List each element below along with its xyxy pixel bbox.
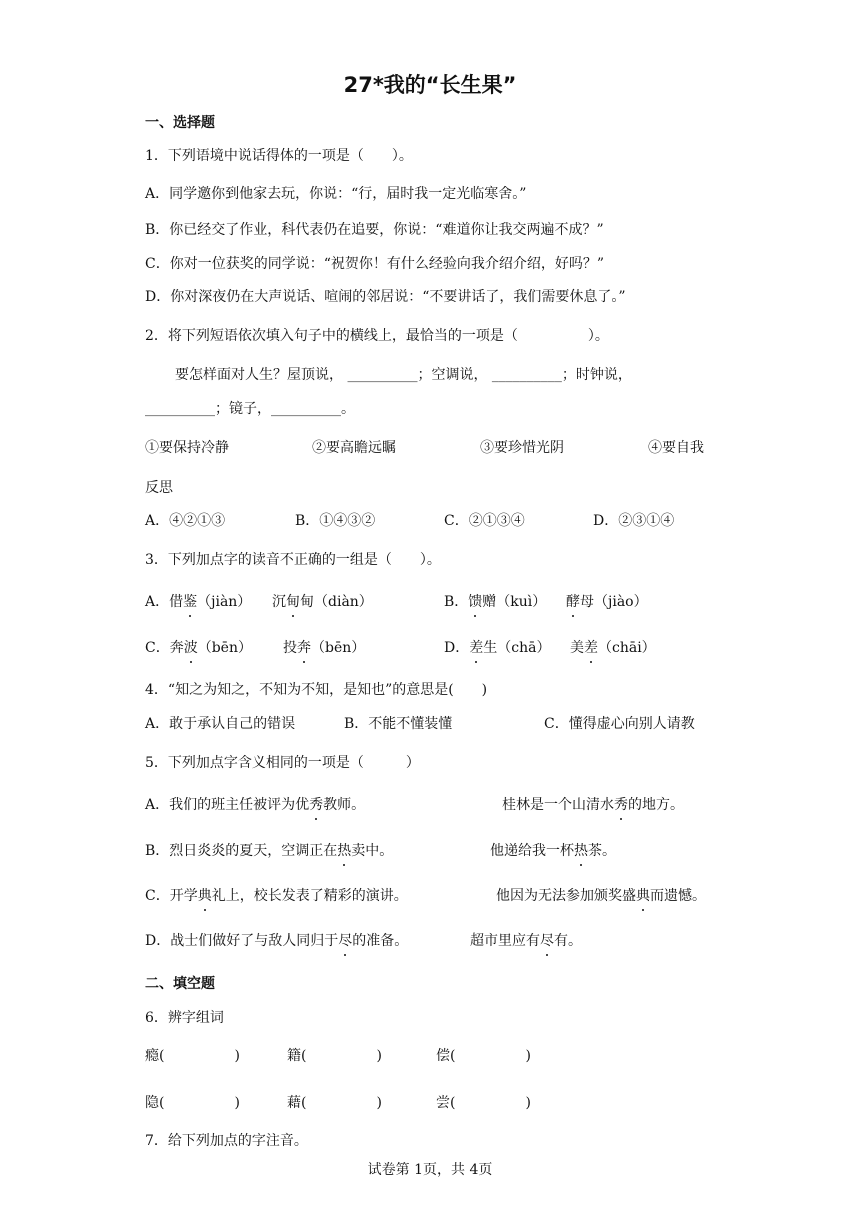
dotted-char: 差 (584, 640, 598, 656)
question-5-option-d-2: 超市里应有尽有。 (470, 933, 582, 949)
question-6-item-5: 藉( ) (287, 1095, 382, 1111)
question-3-option-b-1: B．馈赠（kuì） (444, 594, 547, 610)
question-4-option-b: B．不能不懂装懂 (344, 716, 453, 732)
page-title: 27*我的“长生果” (343, 73, 517, 97)
question-2-phrase-4-cont: 反思 (145, 480, 173, 496)
section-heading-choice: 一、选择题 (145, 115, 215, 131)
question-2-stem: 2．将下列短语依次填入句子中的横线上，最恰当的一项是（ ）。 (145, 328, 609, 344)
question-6-item-3: 偿( ) (436, 1048, 531, 1064)
question-5-option-a-1: A．我们的班主任被评为优秀教师。 (145, 797, 366, 813)
dotted-char: 热 (574, 843, 588, 859)
dotted-char: 典 (197, 888, 212, 904)
question-3-option-c-2: 投奔（bēn） (283, 640, 366, 656)
dotted-char: 热 (337, 843, 352, 859)
question-6-item-4: 隐( ) (145, 1095, 240, 1111)
question-1-option-a: A．同学邀你到他家去玩，你说：“行，届时我一定光临寒舍。” (145, 186, 527, 202)
dotted-char: 尽 (540, 933, 554, 949)
question-2-option-c: C．②①③④ (444, 513, 525, 529)
question-3-option-a-2: 沉甸甸（diàn） (272, 594, 373, 610)
question-2-phrase-3: ③要珍惜光阴 (480, 440, 564, 456)
question-5-option-b-2: 他递给我一杯热茶。 (490, 843, 616, 859)
question-5-option-a-2: 桂林是一个山清水秀的地方。 (502, 797, 684, 813)
question-4-option-a: A．敢于承认自己的错误 (145, 716, 296, 732)
question-2-sentence-line-2: __________；镜子，__________。 (145, 401, 355, 417)
question-4-stem: 4．“知之为知之，不知为不知，是知也”的意思是( ) (145, 682, 488, 698)
question-5-stem: 5．下列加点字含义相同的一项是（ ） (145, 755, 420, 771)
question-2-option-a: A．④②①③ (145, 513, 226, 529)
question-2-phrase-1: ①要保持冷静 (145, 440, 229, 456)
dotted-char: 奔 (297, 640, 311, 656)
question-3-option-c-1: C．奔波（bēn） (145, 640, 252, 656)
question-2-phrase-4: ④要自我 (648, 440, 704, 456)
dotted-char: 典 (636, 888, 650, 904)
question-2-phrase-2: ②要高瞻远瞩 (312, 440, 396, 456)
question-6-item-2: 籍( ) (287, 1048, 382, 1064)
question-7-stem: 7．给下列加点的字注音。 (145, 1133, 308, 1149)
dotted-char: 酵 (566, 594, 580, 610)
page-footer: 试卷第 1页，共 4页 (367, 1162, 493, 1178)
dotted-char: 甸 (286, 594, 300, 610)
question-5-option-c-2: 他因为无法参加颁奖盛典而遗憾。 (496, 888, 706, 904)
question-1-option-c: C．你对一位获奖的同学说：“祝贺你！有什么经验向我介绍介绍，好吗？” (145, 256, 605, 272)
question-5-option-b-1: B．烈日炎炎的夏天，空调正在热卖中。 (145, 843, 394, 859)
question-5-option-d-1: D．战士们做好了与敌人同归于尽的准备。 (145, 933, 409, 949)
question-1-stem: 1．下列语境中说话得体的一项是（ ）。 (145, 148, 413, 164)
question-2-option-b: B．①④③② (295, 513, 376, 529)
dotted-char: 鉴 (183, 594, 198, 610)
dotted-char: 尽 (338, 933, 353, 949)
question-3-option-d-2: 美差（chāi） (570, 640, 656, 656)
dotted-char: 馈 (468, 594, 483, 610)
question-5-option-c-1: C．开学典礼上，校长发表了精彩的演讲。 (145, 888, 408, 904)
question-3-option-d-1: D．差生（chā） (444, 640, 551, 656)
question-1-option-d: D．你对深夜仍在大声说话、喧闹的邻居说：“不要讲话了，我们需要休息了。” (145, 289, 626, 305)
question-6-item-6: 尝( ) (436, 1095, 531, 1111)
question-6-item-1: 瘾( ) (145, 1048, 240, 1064)
question-1-option-b: B．你已经交了作业，科代表仍在追要，你说：“难道你让我交两遍不成？” (145, 222, 604, 238)
question-4-option-c: C．懂得虚心向别人请教 (544, 716, 695, 732)
question-3-stem: 3．下列加点字的读音不正确的一组是（ ）。 (145, 552, 441, 568)
question-2-option-d: D．②③①④ (593, 513, 675, 529)
question-2-sentence-line-1: 要怎样面对人生？屋顶说， __________；空调说， __________；时钟说， (175, 367, 632, 383)
dotted-char: 秀 (309, 797, 324, 813)
dotted-char: 秀 (614, 797, 628, 813)
section-heading-fill: 二、填空题 (145, 976, 215, 992)
question-6-stem: 6．辨字组词 (145, 1010, 224, 1026)
question-3-option-a-1: A．借鉴（jiàn） (145, 594, 252, 610)
question-3-option-b-2: 酵母（jiào） (566, 594, 648, 610)
dotted-char: 波 (183, 640, 198, 656)
dotted-char: 差 (469, 640, 484, 656)
